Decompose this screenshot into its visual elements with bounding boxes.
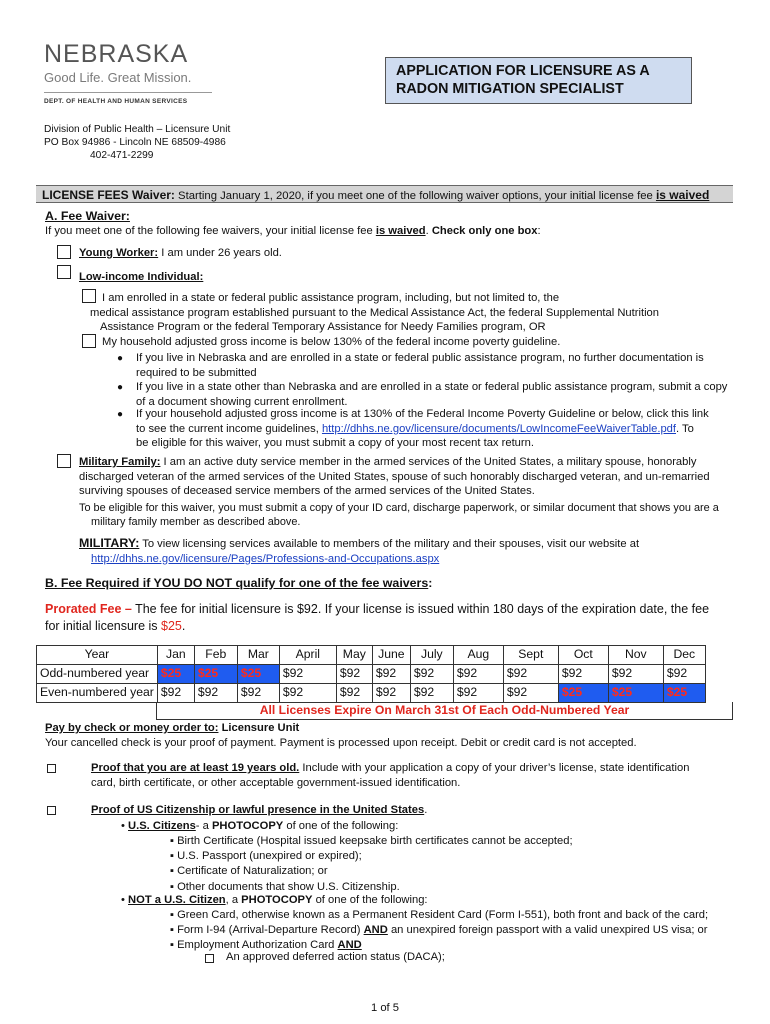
waiver-bullet xyxy=(136,351,704,380)
non-citizen-item xyxy=(121,893,428,908)
license-expiration-note: All Licenses Expire On March 31st Of Each Odd-Numbered Year xyxy=(156,702,733,720)
military-note xyxy=(79,535,639,566)
fee-table-header-cell: April xyxy=(279,646,336,665)
section-a-intro xyxy=(45,224,541,239)
income-guideline-text: My household adjusted gross income is below 130% of the federal income poverty guideline. xyxy=(102,336,561,348)
square-bullet-icon: ▪ xyxy=(170,835,178,847)
section-a-heading xyxy=(45,208,130,224)
fee-table-header-cell: Mar xyxy=(237,646,279,665)
prorated-fee-text: for initial licensure is xyxy=(45,618,162,633)
section-b-heading xyxy=(45,575,432,591)
military-services-link[interactable]: http://dhhs.ne.gov/licensure/Pages/Professions-and-Occupations.aspx xyxy=(91,552,440,565)
fee-table-cell: $92 xyxy=(157,684,194,703)
intro-text: . xyxy=(425,225,432,237)
square-bullet-icon: ▪ xyxy=(170,939,178,952)
section-b-heading-text: B. Fee Required if YOU DO NOT qualify for one of the fee waivers xyxy=(45,576,429,590)
age-proof-label: Proof that you are at least 19 years old. xyxy=(91,762,300,774)
non-citizen-text: of one of the following: xyxy=(312,894,428,906)
military-family-checkbox[interactable] xyxy=(57,454,71,468)
military-line: I am an active duty service member in the armed services of the United States, a military spouse, honorably xyxy=(160,456,697,468)
fee-table-header-cell: Dec xyxy=(663,646,705,665)
doc-item-and: AND xyxy=(363,924,388,937)
fee-table-cell: $92 xyxy=(558,665,608,684)
page-number: 1 of 5 xyxy=(371,1002,399,1014)
military-eligibility xyxy=(79,501,719,529)
address-line: PO Box 94986 - Lincoln NE 68509-4986 xyxy=(44,136,226,148)
age-proof-text: Include with your application a copy of your driver’s license, state identification xyxy=(299,762,690,774)
daca-text: An approved deferred action status (DACA); xyxy=(226,951,445,963)
prorated-fee-text: . xyxy=(181,618,186,633)
fee-table-header-cell: July xyxy=(410,646,453,665)
non-citizen-text: , a xyxy=(225,894,242,906)
prorated-fee-amount: $25 xyxy=(161,618,182,633)
fee-table-row xyxy=(37,665,706,684)
bullet-line: If you live in a state other than Nebraska and are enrolled in a state or federal public assistance program, submit a copy xyxy=(136,381,728,393)
fee-table-cell: $25 xyxy=(608,684,663,703)
square-bullet-icon: ▪ xyxy=(170,850,178,863)
logo-name: NEBRASKA xyxy=(44,40,189,68)
fee-table-header-cell: May xyxy=(336,646,372,665)
fee-table-header-row xyxy=(37,646,706,665)
fee-table-cell: $92 xyxy=(279,665,336,684)
bullet-line: of a document showing current enrollment. xyxy=(136,395,348,408)
fee-table-header-cell: Feb xyxy=(194,646,237,665)
fee-table-header-cell: Oct xyxy=(558,646,608,665)
doc-item: Green Card, otherwise known as a Permanent Resident Card (Form I-551), both front and back of the card; xyxy=(177,909,709,921)
bullet-line: be eligible for this waiver, you must submit a copy of your most recent tax return. xyxy=(136,437,534,450)
bullet-icon: ● xyxy=(117,353,124,364)
address-line: Division of Public Health – Licensure Unit xyxy=(44,124,231,135)
age-proof-checkbox[interactable] xyxy=(47,764,56,773)
fee-table-cell: $25 xyxy=(157,665,194,684)
logo-department: DEPT. OF HEALTH AND HUMAN SERVICES xyxy=(44,97,188,105)
fee-table-cell: $25 xyxy=(237,665,279,684)
us-citizens-photocopy: PHOTOCOPY xyxy=(211,820,284,832)
bullet-icon: ● xyxy=(117,382,124,393)
doc-item-and: AND xyxy=(337,939,362,952)
age-proof xyxy=(91,761,689,790)
intro-check-only: Check only one box xyxy=(431,225,538,237)
citizenship-proof-checkbox[interactable] xyxy=(47,806,56,815)
fee-table-header-cell: Nov xyxy=(608,646,663,665)
logo-divider xyxy=(44,92,212,93)
prorated-fee-text: The fee for initial licensure is $92. If your license is issued within 180 days of the expiration date, the fee xyxy=(131,602,710,616)
payment-info xyxy=(45,721,637,750)
military-line: surviving spouses of deceased service members of the armed services of the United States. xyxy=(79,485,535,498)
us-citizens-label: U.S. Citizens xyxy=(128,820,196,832)
square-bullet-icon: ▪ xyxy=(170,865,178,878)
nebraska-logo xyxy=(44,42,234,106)
public-assistance-line: Assistance Program or the federal Temporary Assistance for Needy Families program, OR xyxy=(100,321,546,334)
military-eligibility-line: military family member as described above. xyxy=(91,516,301,529)
fee-table-header-cell: Jan xyxy=(157,646,194,665)
payment-text: Your cancelled check is your proof of payment. Payment is processed upon receipt. Debit or credit card is not accepted. xyxy=(45,736,637,749)
us-citizens-text: of one of the following: xyxy=(283,820,399,832)
fee-table-cell: $92 xyxy=(503,665,558,684)
fee-table-year-label: Even-numbered year xyxy=(37,684,158,703)
military-eligibility-line: To be eligible for this waiver, you must submit a copy of your ID card, discharge paperwork, or similar document that shows you are a xyxy=(79,502,719,514)
citizenship-label: Proof of US Citizenship or lawful presence in the United States xyxy=(91,804,425,816)
address-line: 402-471-2299 xyxy=(90,149,154,161)
payment-label: Pay by check or money order to: xyxy=(45,722,219,734)
doc-item: U.S. Passport (unexpired or expired); xyxy=(177,850,362,863)
address-block xyxy=(44,124,230,162)
fee-table-cell: $92 xyxy=(336,684,372,703)
intro-waived: is waived xyxy=(375,225,426,237)
citizenship-proof xyxy=(91,803,427,818)
income-guidelines-link[interactable]: http://dhhs.ne.gov/licensure/documents/LowIncomeFeeWaiverTable.pdf xyxy=(321,422,677,435)
intro-text: : xyxy=(537,225,541,237)
public-assistance-line: medical assistance program established pursuant to the Medical Assistance Act, the federal Supplemental Nutrition xyxy=(90,306,660,319)
young-worker-checkbox[interactable] xyxy=(57,245,71,259)
bullet-icon: ● xyxy=(117,409,124,420)
square-bullet-icon: ▪ xyxy=(170,909,178,921)
section-b-colon: : xyxy=(428,576,433,590)
fee-table-cell: $92 xyxy=(503,684,558,703)
fee-table-year-label: Odd-numbered year xyxy=(37,665,158,684)
bullet-line: required to be submitted xyxy=(136,366,257,379)
logo-tagline: Good Life. Great Mission. xyxy=(44,70,192,85)
prorated-fee xyxy=(45,601,709,635)
intro-text: If you meet one of the following fee waivers, your initial license fee xyxy=(45,225,376,237)
fee-table-cell: $92 xyxy=(237,684,279,703)
fee-table-cell: $92 xyxy=(410,665,453,684)
fee-table-cell: $92 xyxy=(279,684,336,703)
fee-table-cell: $92 xyxy=(372,665,410,684)
non-citizen-docs xyxy=(170,908,708,954)
doc-item: Form I-94 (Arrival-Departure Record) xyxy=(177,924,364,937)
bullet-line: If you live in Nebraska and are enrolled in a state or federal public assistance program, no further documentation is xyxy=(136,352,704,364)
doc-item: Birth Certificate (Hospital issued keepsake birth certificates cannot be accepted; xyxy=(177,835,573,847)
banner-text: Starting January 1, 2020, if you meet one of the following waiver options, your initial license fee xyxy=(174,190,656,202)
fee-table-cell: $92 xyxy=(336,665,372,684)
bullet-line: If your household adjusted gross income is at 130% of the Federal Income Poverty Guideline or below, click this link xyxy=(136,408,709,420)
fee-table-cell: $92 xyxy=(453,665,503,684)
young-worker-text: I am under 26 years old. xyxy=(158,247,282,259)
us-citizens-docs xyxy=(170,834,573,895)
fee-table-cell: $92 xyxy=(608,665,663,684)
military-family-option xyxy=(79,455,710,499)
young-worker-option xyxy=(79,246,282,261)
square-bullet-icon: ▪ xyxy=(170,880,178,893)
public-assistance-text xyxy=(90,291,660,335)
license-fees-banner xyxy=(36,185,733,203)
bullet-line: . To xyxy=(676,422,694,435)
military-line: discharged veteran of the armed services of the United States, spouse of such honorably discharged veteran, and un-remarried xyxy=(79,470,710,483)
non-citizen-photocopy: PHOTOCOPY xyxy=(241,894,313,906)
payment-payee: Licensure Unit xyxy=(218,722,300,734)
doc-item: Certificate of Naturalization; or xyxy=(177,865,328,878)
banner-label: LICENSE FEES Waiver: xyxy=(42,188,175,202)
public-assistance-line: I am enrolled in a state or federal public assistance program, including, but not limited to, the xyxy=(102,292,560,304)
doc-item: Employment Authorization Card xyxy=(177,939,338,952)
fee-table-header-cell: Sept xyxy=(503,646,558,665)
fee-table-cell: $25 xyxy=(194,665,237,684)
citizenship-period: . xyxy=(424,804,428,816)
bullet-icon: • xyxy=(121,894,129,906)
non-citizen-label: NOT a U.S. Citizen xyxy=(128,894,226,906)
fee-table-cell: $92 xyxy=(372,684,410,703)
military-note-text: To view licensing services available to members of the military and their spouses, visit our website at xyxy=(139,538,640,550)
fee-table-cell: $25 xyxy=(663,684,705,703)
fee-schedule-table xyxy=(36,645,706,703)
fee-table-cell: $92 xyxy=(410,684,453,703)
low-income-checkbox[interactable] xyxy=(57,265,71,279)
age-proof-text: card, birth certificate, or other acceptable government-issued identification. xyxy=(91,776,461,789)
doc-item: an unexpired foreign passport with a valid unexpired US visa; or xyxy=(387,924,708,937)
section-a-heading-text: A. Fee Waiver: xyxy=(45,209,130,223)
fee-table-row xyxy=(37,684,706,703)
bullet-icon: • xyxy=(121,820,129,832)
doc-item: Other documents that show U.S. Citizenship. xyxy=(177,880,400,893)
fee-table-cell: $25 xyxy=(558,684,608,703)
fee-table-header-cell: Year xyxy=(37,646,158,665)
fee-table-header-cell: Aug xyxy=(453,646,503,665)
daca-checkbox[interactable] xyxy=(205,954,214,963)
fee-table-cell: $92 xyxy=(194,684,237,703)
waiver-bullet xyxy=(136,407,709,451)
fee-table-cell: $92 xyxy=(663,665,705,684)
us-citizens-text: - a xyxy=(195,820,212,832)
income-guideline-checkbox[interactable] xyxy=(82,334,96,348)
prorated-fee-label: Prorated Fee – xyxy=(45,602,132,616)
fee-table-header-cell: June xyxy=(372,646,410,665)
fee-table-cell: $92 xyxy=(453,684,503,703)
low-income-option xyxy=(79,270,203,285)
low-income-label: Low-income Individual: xyxy=(79,271,204,283)
waiver-bullet xyxy=(136,380,727,409)
banner-emphasis: is waived xyxy=(655,188,710,202)
square-bullet-icon: ▪ xyxy=(170,924,178,937)
military-note-label: MILITARY: xyxy=(79,536,140,550)
public-assistance-checkbox[interactable] xyxy=(82,289,96,303)
young-worker-label: Young Worker: xyxy=(79,247,159,259)
military-family-label: Military Family: xyxy=(79,456,161,468)
document-title: APPLICATION FOR LICENSURE AS A RADON MITIGATION SPECIALIST xyxy=(385,57,692,104)
us-citizens-item xyxy=(121,819,398,834)
bullet-line: to see the current income guidelines, xyxy=(136,422,322,435)
